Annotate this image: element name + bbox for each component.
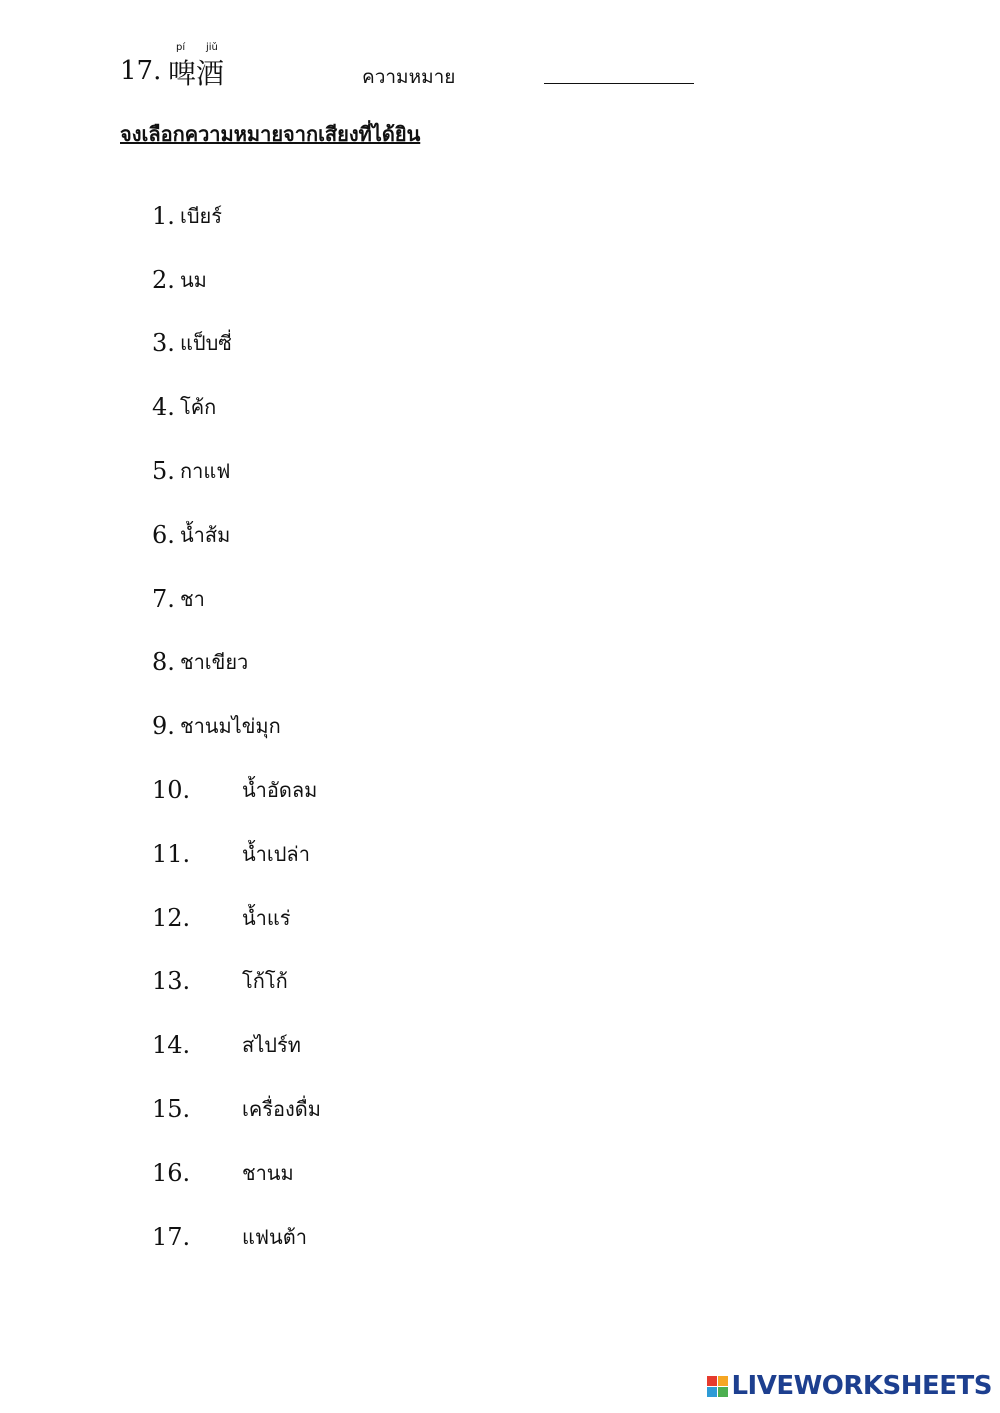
question-hanzi: 啤酒 [168,57,225,90]
pinyin-2: jiǔ [206,42,218,53]
instruction-text: จงเลือกความหมายจากเสียงที่ได้ยิน [120,122,421,146]
choice-item[interactable] [152,184,321,248]
choice-label: โค้ก [180,395,217,420]
logo-text: LIVEWORKSHEETS [731,1371,992,1401]
logo-square-4 [718,1387,728,1397]
choice-label: สไปร์ท [242,1033,301,1058]
choice-item[interactable] [152,1013,321,1077]
choice-number: 2. [152,265,175,294]
choice-number: 5. [152,457,175,486]
choice-number: 9. [152,712,175,741]
choice-item[interactable] [152,312,321,376]
choice-item[interactable] [152,950,321,1014]
choice-number: 7. [152,584,175,613]
choice-label: แป็บซี่ [180,331,232,356]
choice-item[interactable] [152,1077,321,1141]
choice-number: 6. [152,520,175,549]
choice-label: น้ำเปล่า [242,841,310,866]
choice-label: ชานมไข่มุก [180,714,281,739]
choice-item[interactable] [152,886,321,950]
choice-label: แฟนต้า [242,1224,307,1249]
logo-square-3 [707,1387,717,1397]
choice-label: นม [180,267,207,292]
choice-number: 10. [152,776,191,805]
logo-square-2 [718,1376,728,1386]
answer-drop-zone[interactable] [544,82,694,84]
choice-label: ชาเขียว [180,650,249,675]
question-header [120,44,720,94]
choice-number: 3. [152,329,175,358]
choice-item[interactable] [152,375,321,439]
choice-label: ชา [180,586,205,611]
choice-number: 1. [152,201,175,230]
choice-number: 17. [152,1222,191,1251]
choice-label: น้ำอัดลม [242,778,318,803]
choice-number: 11. [152,839,191,868]
choice-item[interactable] [152,822,321,886]
choice-label: กาแฟ [180,459,231,484]
choice-item[interactable] [152,503,321,567]
choice-number: 15. [152,1095,191,1124]
choice-item[interactable] [152,631,321,695]
question-number: 17. [120,56,162,86]
choice-number: 14. [152,1031,191,1060]
choice-label: ชานม [242,1160,294,1185]
meaning-label: ความหมาย [362,66,456,88]
choice-label: เครื่องดื่ม [242,1097,321,1122]
choice-label: น้ำส้ม [180,522,231,547]
logo-square-1 [707,1376,717,1386]
choice-label: น้ำแร่ [242,905,291,930]
choice-number: 16. [152,1158,191,1187]
choice-number: 8. [152,648,175,677]
liveworksheets-logo [707,1371,992,1401]
choice-number: 13. [152,967,191,996]
choice-item[interactable] [152,1205,321,1269]
choice-label: เบียร์ [180,203,222,228]
choice-number: 12. [152,903,191,932]
pinyin-1: pí [176,42,186,53]
choice-label: โก้โก้ [242,969,288,994]
choice-item[interactable] [152,1141,321,1205]
choice-item[interactable] [152,248,321,312]
choice-list [152,184,321,1269]
choice-number: 4. [152,393,175,422]
choice-item[interactable] [152,758,321,822]
choice-item[interactable] [152,567,321,631]
choice-item[interactable] [152,694,321,758]
liveworksheets-logo-icon [707,1376,728,1397]
choice-item[interactable] [152,439,321,503]
